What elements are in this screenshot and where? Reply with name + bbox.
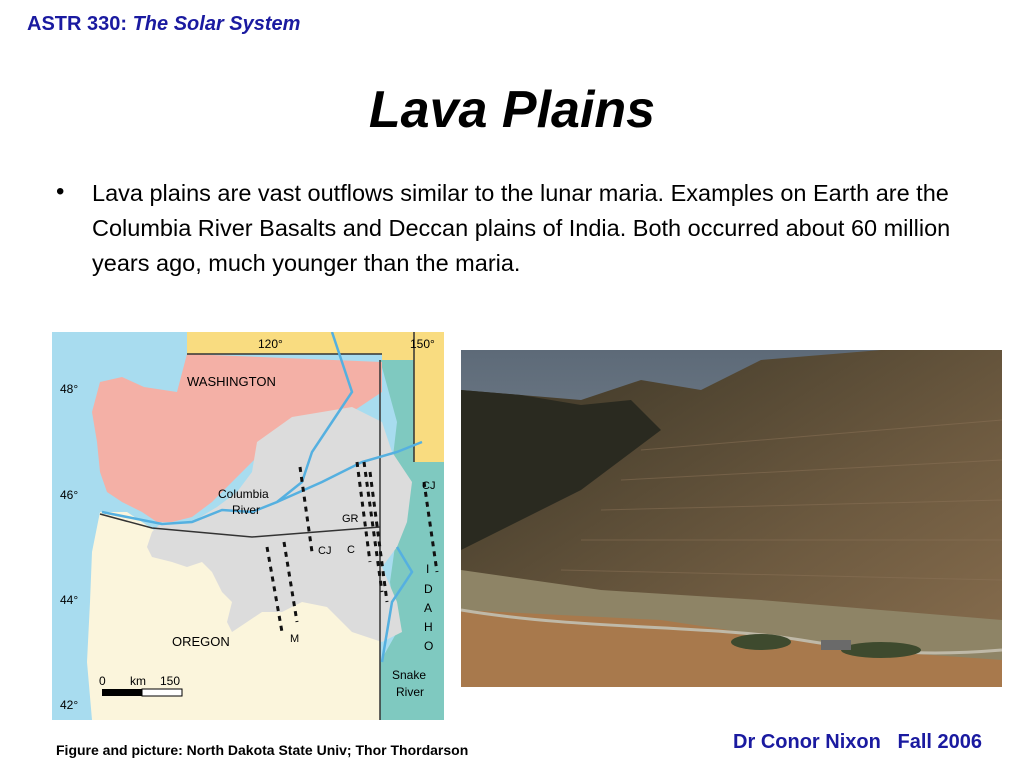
svg-text:H: H — [424, 620, 433, 634]
course-code: ASTR 330: — [27, 13, 128, 35]
basalt-cliff-photo — [461, 350, 1002, 687]
svg-text:I: I — [426, 562, 430, 576]
columbia-label-2: River — [232, 503, 261, 517]
dike-label-gr: GR — [342, 513, 359, 525]
author-date: Dr Conor Nixon Fall 2006 — [733, 731, 982, 753]
svg-text:O: O — [424, 639, 434, 653]
scale-unit: km — [130, 674, 146, 688]
svg-text:D: D — [424, 582, 433, 596]
course-subtitle: The Solar System — [132, 13, 301, 35]
lat-label-44: 44° — [60, 593, 79, 607]
scale-max: 150 — [160, 674, 181, 688]
lat-label-48: 48° — [60, 382, 79, 396]
lat-label-42: 42° — [60, 698, 79, 712]
lon-label-150: 150° — [410, 337, 435, 351]
scale-bar — [102, 689, 182, 696]
columbia-label-1: Columbia — [218, 487, 269, 501]
dike-label-cj-top: CJ — [422, 480, 436, 492]
washington-label: WASHINGTON — [187, 374, 276, 389]
bullet-text: Lava plains are vast outflows similar to the lunar maria. Examples on Earth are the Columbia River Basalts and Deccan plains of India. Both occurred about 60 million years ago, much younger than the maria. — [92, 180, 951, 276]
columbia-basalt-map — [52, 332, 444, 720]
dike-label-cj-mid: CJ — [318, 545, 332, 557]
svg-text:A: A — [424, 601, 433, 615]
lon-label-120: 120° — [258, 337, 283, 351]
snake-river-label-1: Snake — [392, 668, 427, 682]
course-header — [27, 13, 300, 36]
oregon-label: OREGON — [172, 634, 230, 649]
dike-label-c: C — [347, 544, 355, 556]
bullet-marker: • — [56, 178, 65, 205]
figure-credit: Figure and picture: North Dakota State Univ; Thor Thordarson — [56, 742, 469, 758]
building — [821, 640, 851, 650]
dike-label-m: M — [290, 633, 300, 645]
scale-zero: 0 — [99, 674, 106, 688]
bullet-item — [56, 176, 986, 281]
snake-river-label-2: River — [396, 685, 425, 699]
lat-label-46: 46° — [60, 488, 79, 502]
slide-title: Lava Plains — [368, 81, 656, 139]
